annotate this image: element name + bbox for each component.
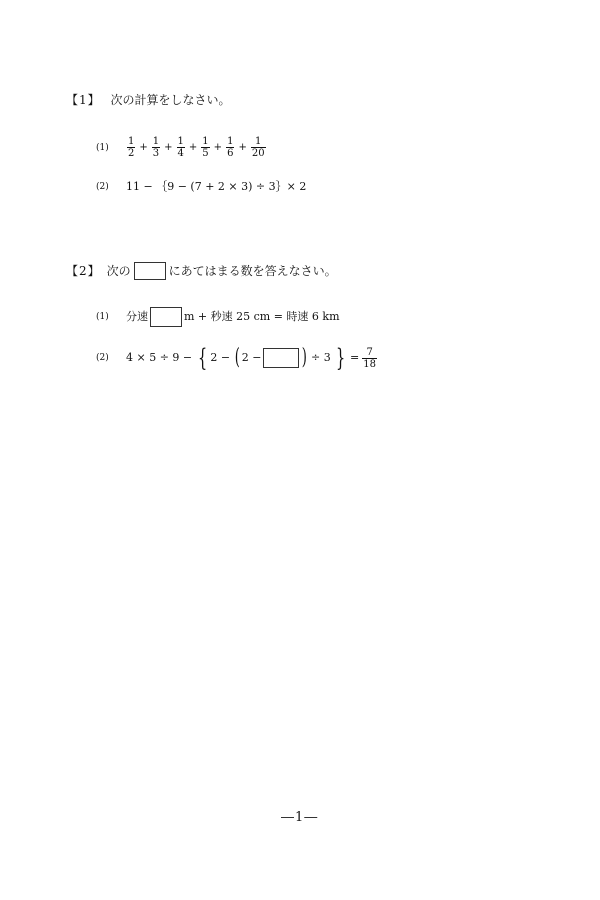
problem-2-1 — [96, 307, 340, 327]
problem-2-2-part4: ÷ 3 — [311, 351, 331, 364]
problem-2-1-number: (1) — [96, 312, 109, 322]
problem-2-2-part3: 2 − — [241, 351, 262, 364]
problem-2-2-number: (2) — [96, 353, 109, 363]
problem-1-1 — [96, 136, 267, 159]
answer-box-2-2[interactable] — [263, 348, 299, 368]
problem-2-2-part2: 2 − — [210, 351, 231, 364]
section-1-number: 【1】 — [66, 93, 101, 107]
problem-1-2 — [96, 180, 306, 194]
problem-1-1-number: (1) — [96, 142, 109, 153]
fraction: $\frac{1}{2}$ — [128, 136, 135, 159]
fraction: $\frac{1}{3}$ — [152, 136, 160, 159]
plus-operator: + — [139, 141, 148, 153]
plus-operator: + — [164, 141, 173, 153]
section-1-header — [66, 92, 230, 108]
problem-1-2-number: (2) — [96, 182, 109, 192]
section-2-instruction-pre: 次の — [106, 264, 131, 278]
answer-fraction: $\frac{7}{18}$ — [363, 346, 376, 370]
fraction: $\frac{1}{6}$ — [227, 136, 234, 159]
problem-2-1-suffix: m + 秒速 25 cm = 時速 6 km — [184, 310, 340, 323]
fraction: $\frac{1}{4}$ — [177, 136, 184, 159]
page-number: ―1― — [281, 810, 319, 825]
problem-1-2-expression: 11 − ｛9 − (7 + 2 × 3) ÷ 3｝× 2 — [126, 180, 307, 193]
open-paren: ( — [234, 345, 241, 370]
problem-2-2-part1: 4 × 5 ÷ 9 − — [126, 351, 193, 364]
plus-operator: + — [213, 141, 223, 153]
section-2-header — [66, 262, 337, 280]
close-brace: } — [335, 344, 345, 372]
example-answer-box — [134, 262, 166, 280]
section-2-instruction-post: にあてはまる数を答えなさい。 — [168, 264, 337, 278]
open-brace: { — [198, 344, 208, 372]
section-2-number: 【2】 — [66, 264, 101, 278]
answer-box-2-1[interactable] — [150, 307, 182, 327]
fraction: $\frac{1}{5}$ — [202, 136, 209, 159]
close-paren: ) — [302, 345, 308, 370]
equals-sign: = — [350, 351, 360, 364]
fraction: $\frac{1}{20}$ — [251, 136, 265, 159]
section-1-instruction: 次の計算をしなさい。 — [110, 93, 231, 107]
plus-operator: + — [238, 141, 247, 153]
problem-2-2 — [96, 346, 378, 370]
problem-2-1-prefix: 分速 — [126, 310, 148, 323]
plus-operator: + — [188, 141, 198, 153]
